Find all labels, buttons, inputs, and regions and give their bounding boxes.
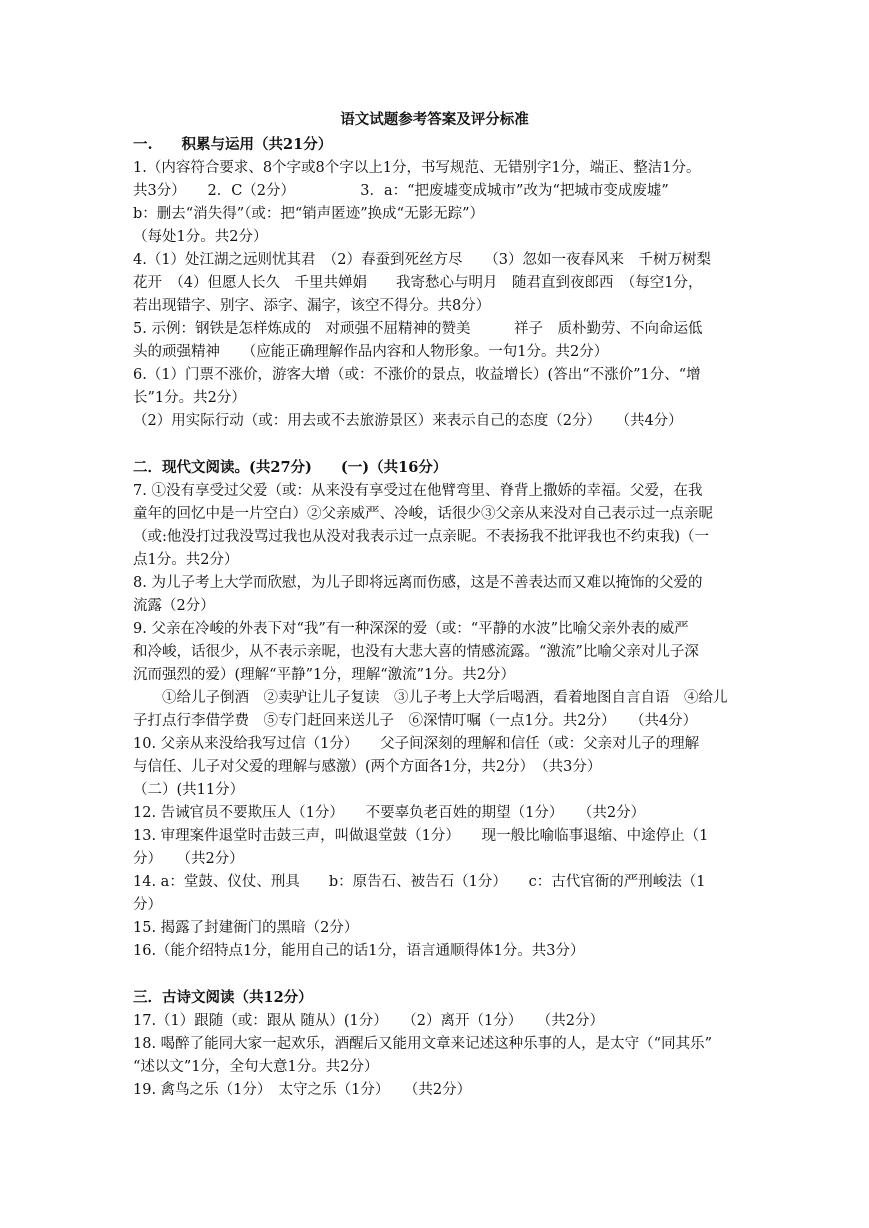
answer-line: 13. 审理案件退堂时击鼓三声，叫做退堂鼓（1分） 现一般比喻临事退缩、中途停止（1 — [133, 828, 709, 844]
answer-line: 12. 告诫官员不要欺压人（1分） 不要辜负老百姓的期望（1分） （共2分） — [133, 805, 646, 821]
page-title: 语文试题参考答案及评分标准 — [340, 111, 529, 128]
answer-line: 8. 为儿子考上大学而欣慰，为儿子即将远离而伤感，这是不善表达而又难以掩饰的父爱的 — [133, 575, 703, 591]
answer-line: （或:他没打过我没骂过我也从没对我表示过一点亲昵。不表扬我不批评我也不约束我)（一 — [133, 529, 710, 545]
subsection-heading: （二）(共11分） — [133, 782, 245, 798]
answer-line: 与信任、儿子对父爱的理解与感激）(两个方面各1分，共2分） （共3分） — [133, 759, 602, 775]
answer-line: 分） — [133, 897, 162, 913]
answer-line: 童年的回忆中是一片空白）②父亲威严、冷峻，话很少③父亲从来没对自己表示过一点亲昵 — [133, 506, 713, 522]
answer-line: 点1分。共2分） — [133, 552, 239, 568]
answer-line: 花开 （4）但愿人长久 千里共婵娟 我寄愁心与明月 随君直到夜郎西 （每空1分， — [133, 275, 703, 291]
section-heading-3: 三．古诗文阅读（共12分） — [133, 989, 313, 1006]
section-heading-1: 一. 积累与运用（共21分） — [133, 136, 333, 153]
answer-line: （2）用实际行动（或：用去或不去旅游景区）来表示自己的态度（2分） （共4分） — [133, 413, 683, 429]
answer-line: 18. 喝醉了能同大家一起欢乐，酒醒后又能用文章来记述这种乐事的人，是太守（“同其乐” — [133, 1036, 712, 1052]
answer-line: 14. a：堂鼓、仪仗、刑具 b：原告石、被告石（1分） c：古代官衙的严刑峻法（1 — [133, 874, 706, 890]
answer-line: “述以文”1分，全句大意1分。共2分） — [133, 1059, 379, 1075]
answer-line: （每处1分。共2分） — [133, 229, 268, 245]
answer-line: 15. 揭露了封建衙门的黑暗（2分） — [133, 920, 359, 936]
answer-line: 9. 父亲在冷峻的外表下对“我”有一种深深的爱（或：“平静的水波”比喻父亲外表的威严 — [133, 621, 689, 637]
answer-line: 沉而强烈的爱）(理解“平静”1分，理解“激流”1分。共2分） — [133, 667, 515, 683]
answer-line: b：删去“消失得”（或：把“销声匿迹”换成“无影无踪”） — [133, 206, 485, 222]
answer-line: 10. 父亲从来没给我写过信（1分） 父子间深刻的理解和信任（或：父亲对儿子的理解 — [133, 736, 700, 752]
answer-line: 7. ①没有享受过父爱（或：从来没有享受过在他臂弯里、脊背上撒娇的幸福。父爱，在我 — [133, 483, 703, 499]
answer-line: 16.（能介绍特点1分，能用自己的话1分，语言通顺得体1分。共3分） — [133, 943, 585, 959]
answer-line: 和冷峻，话很少，从不表示亲昵，也没有大悲大喜的情感流露。“激流”比喻父亲对儿子深 — [133, 644, 699, 660]
answer-line: 分） （共2分） — [133, 851, 244, 867]
section-heading-2: 二．现代文阅读。(共27分) (一)（共16分） — [133, 459, 448, 476]
answer-line: 17.（1）跟随（或：跟从 随从）(1分） （2）离开（1分） （共2分） — [133, 1013, 604, 1029]
answer-line: 1.（内容符合要求、8个字或8个字以上1分，书写规范、无错别字1分，端正、整洁1分。 — [133, 160, 701, 176]
answer-line: 5. 示例：钢铁是怎样炼成的 对顽强不屈精神的赞美 祥子 质朴勤劳、不向命运低 — [133, 321, 703, 337]
answer-line: 流露（2分） — [133, 598, 215, 614]
answer-line: 头的顽强精神 （应能正确理解作品内容和人物形象。一句1分。共2分） — [133, 344, 609, 360]
answer-line: 若出现错字、别字、添字、漏字，该空不得分。共8分） — [133, 298, 491, 314]
answer-line: 19. 禽鸟之乐（1分） 太守之乐（1分） （共2分） — [133, 1082, 472, 1098]
answer-line: 共3分） 2．C（2分） 3．a：“把废墟变成城市”改为“把城市变成废墟” — [133, 183, 669, 199]
answer-line: 长”1分。共2分） — [133, 390, 246, 406]
answer-line: 4.（1）处江湖之远则忧其君 （2）春蚕到死丝方尽 （3）忽如一夜春风来 千树万树梨 — [133, 252, 712, 268]
answer-line: ①给儿子倒酒 ②卖驴让儿子复读 ③儿子考上大学后喝酒，看着地图自言自语 ④给儿 — [133, 690, 728, 706]
answer-line: 6.（1）门票不涨价，游客大增（或：不涨价的景点，收益增长）(答出“不涨价”1分、“增 — [133, 367, 701, 383]
answer-line: 子打点行李借学费 ⑤专门赶回来送儿子 ⑥深情叮嘱（一点1分。共2分） （共4分） — [133, 713, 698, 729]
